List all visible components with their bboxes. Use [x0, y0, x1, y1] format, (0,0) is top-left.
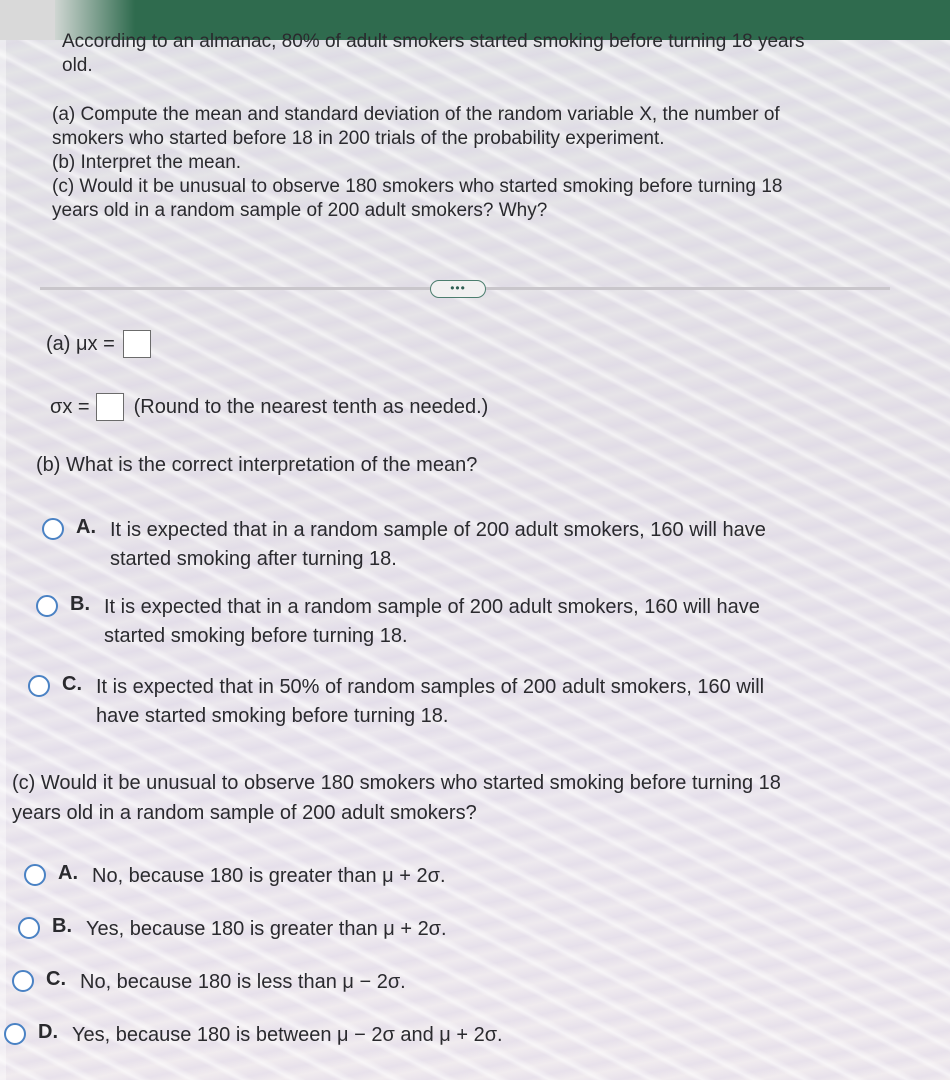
option-b-a[interactable]	[42, 516, 766, 574]
option-c-c[interactable]	[12, 968, 406, 997]
option-letter: B.	[70, 593, 90, 615]
option-c-d[interactable]	[4, 1021, 503, 1050]
option-letter: C.	[62, 673, 82, 695]
option-letter: D.	[38, 1021, 58, 1043]
problem-intro: According to an almanac, 80% of adult smokers started smoking before turning 18 years old.	[62, 31, 805, 76]
option-b-b[interactable]	[36, 593, 760, 651]
sd-answer-row	[50, 393, 488, 421]
option-letter: A.	[76, 516, 96, 538]
mean-label: (a) μx =	[46, 333, 115, 355]
option-text: No, because 180 is greater than μ + 2σ.	[92, 865, 446, 887]
option-letter: A.	[58, 862, 78, 884]
round-note: (Round to the nearest tenth as needed.)	[133, 396, 489, 418]
question-b: (b) What is the correct interpretation of the mean?	[36, 454, 478, 476]
radio-button[interactable]	[36, 595, 58, 617]
radio-button[interactable]	[12, 970, 34, 992]
question-c: (c) Would it be unusual to observe 180 smokers who started smoking before turning 18 years old in a random sample of 200 adult smokers?	[12, 772, 781, 824]
option-c-a[interactable]	[24, 862, 446, 891]
option-text: It is expected that in a random sample of 200 adult smokers, 160 will have started smoking after turning 18.	[110, 519, 766, 570]
radio-button[interactable]	[4, 1023, 26, 1045]
option-b-c[interactable]	[28, 673, 764, 731]
sd-input[interactable]	[96, 393, 124, 421]
option-c-b[interactable]	[18, 915, 447, 944]
more-button[interactable]: •••	[430, 280, 486, 298]
option-text: It is expected that in a random sample of 200 adult smokers, 160 will have started smoking before turning 18.	[104, 596, 760, 647]
option-letter: C.	[46, 968, 66, 990]
mean-answer-row	[46, 330, 151, 358]
radio-button[interactable]	[42, 518, 64, 540]
option-text: No, because 180 is less than μ − 2σ.	[80, 971, 406, 993]
problem-parts: (a) Compute the mean and standard deviation of the random variable X, the number of smokers who started before 18 in 200 trials of the probability experiment. (b) Interpret the mean. (c) Would it be unusual to observe 180 smokers who started smoking before turning 18 years old in a random sample of 200 adult smokers? Why?	[52, 104, 783, 221]
radio-button[interactable]	[28, 675, 50, 697]
sd-label: σx =	[50, 396, 90, 418]
radio-button[interactable]	[18, 917, 40, 939]
option-text: Yes, because 180 is greater than μ + 2σ.	[86, 918, 447, 940]
radio-button[interactable]	[24, 864, 46, 886]
mean-input[interactable]	[123, 330, 151, 358]
option-text: It is expected that in 50% of random samples of 200 adult smokers, 160 will have started smoking before turning 18.	[96, 676, 765, 727]
option-text: Yes, because 180 is between μ − 2σ and μ + 2σ.	[72, 1024, 503, 1046]
option-letter: B.	[52, 915, 72, 937]
